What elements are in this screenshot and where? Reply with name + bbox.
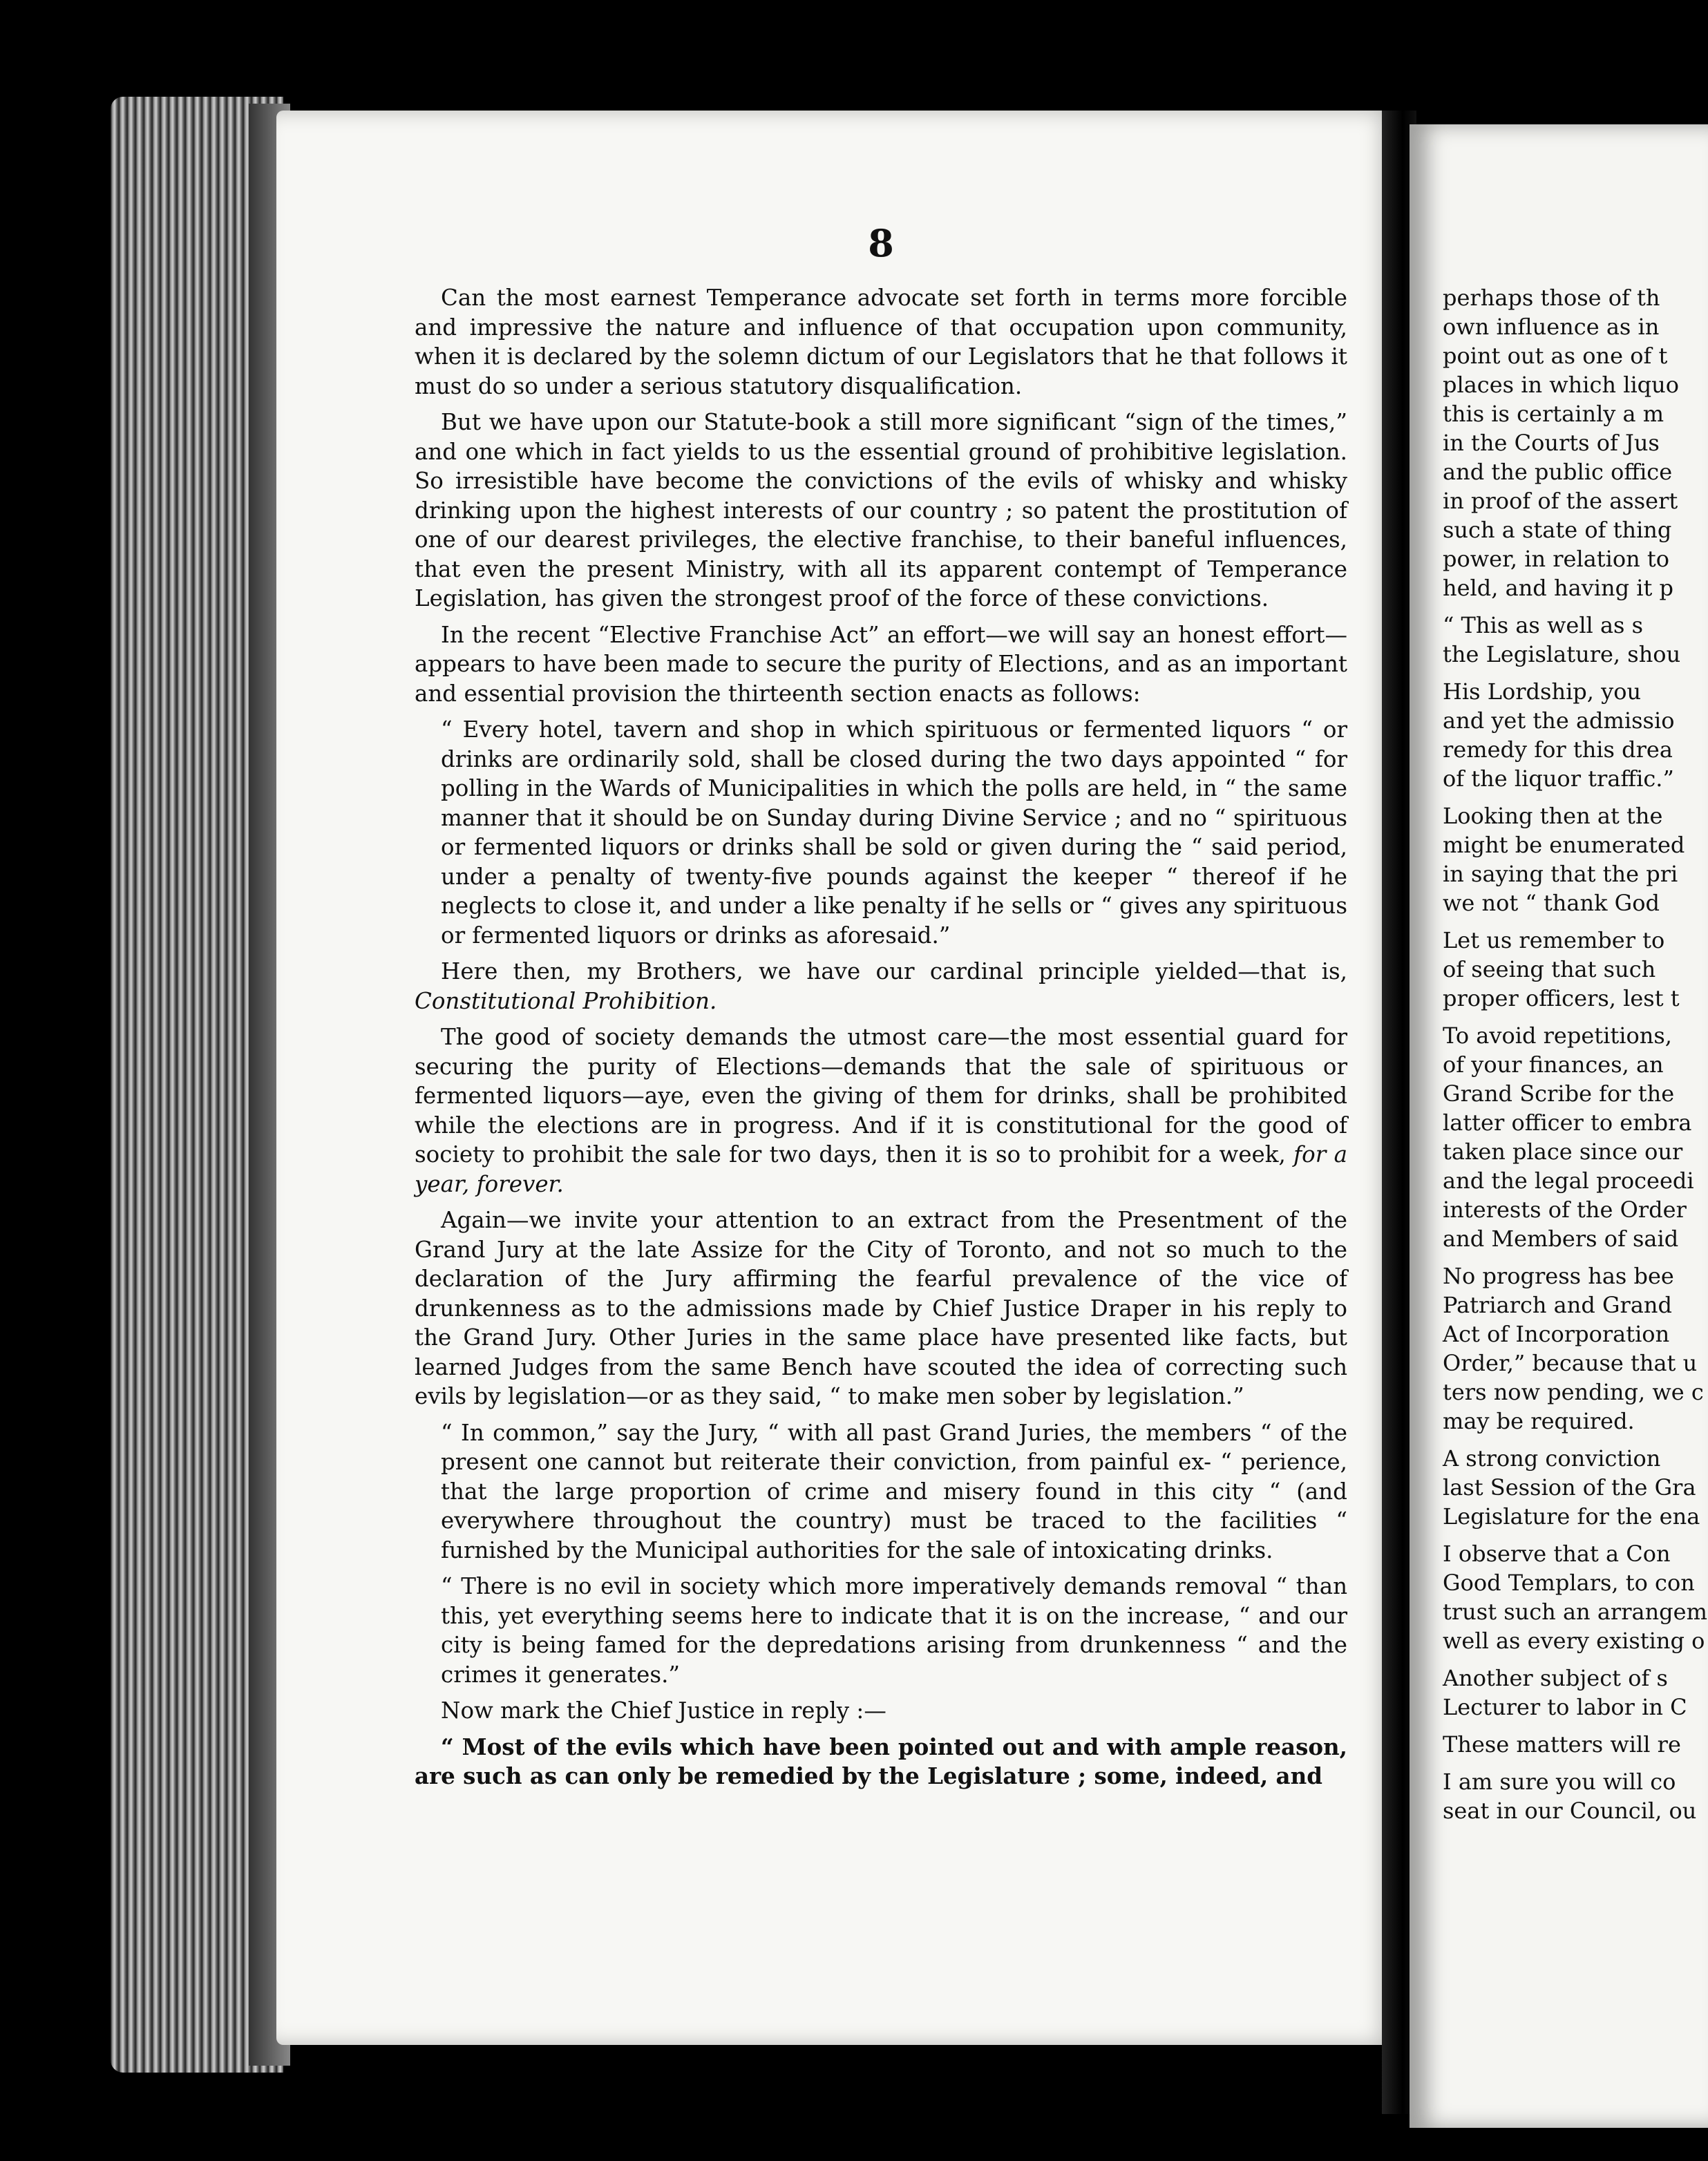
paragraph [415,715,1347,950]
paragraph [415,1022,1347,1199]
text-line: These matters will re [1443,1731,1681,1758]
text-line: and Members of said [1443,1226,1679,1252]
text-line: To avoid repetitions, [1443,1022,1672,1049]
text-line: Act of Incorporation [1443,1321,1670,1347]
paragraph [415,620,1347,709]
text-line: well as every existing o [1443,1628,1705,1654]
right-paragraph [1443,926,1708,1013]
text-line: trust such an arrangem [1443,1599,1707,1625]
paragraph-text: “ In common,” say the Jury, “ with all past Grand Juries, the members “ of the present one cannot but reiterate their conviction, from painful ex- “ perience, that the large proportion of crime and misery found in this city “ (and everywhere throughout the country) must be traced to the facilities “ furnished by the Municipal authorities for the sale of intoxicating drinks. [441,1419,1347,1563]
text-line: point out as one of t [1443,343,1668,369]
text-line: Patriarch and Grand [1443,1292,1673,1318]
right-paragraph [1443,1262,1708,1436]
right-paragraph [1443,677,1708,793]
paragraph-text: But we have upon our Statute-book a still more significant “sign of the times,” and one which in fact yields to us the essential ground of prohibitive legislation. So irresistible have become the convictions of the evils of whisky and whisky drinking upon the highest interests of our country ; so patent the prostitution of one of our dearest privileges, the elective franchise, to their baneful influences, that even the present Ministry, with all its apparent contempt of Temperance Legislation, has given the strongest proof of the force of these convictions. [415,409,1347,611]
paragraph-text: Here then, my Brothers, we have our cardinal principle yielded—that is, [441,958,1347,984]
emphasis-text: for a year, forever. [415,1141,1347,1197]
text-line: of the liquor traffic.” [1443,765,1674,792]
right-paragraph [1443,1664,1708,1722]
text-line: A strong conviction [1443,1445,1661,1472]
text-line: held, and having it p [1443,575,1673,601]
text-line: No progress has bee [1443,1263,1674,1289]
paragraph-text: Again—we invite your attention to an extract from the Presentment of the Grand Jury at the late Assize for the City of Toronto, and not so much to the declaration of the Jury affirming the fearful prevalence of the vice of drunkenness as to the admissions made by Chief Justice Draper in his reply to the Grand Jury. Other Juries in the same place have presented like facts, but learned Judges from the same Bench have scouted the idea of correcting such evils by legislation—or as they said, “ to make men sober by legislation.” [415,1207,1347,1409]
text-line: Grand Scribe for the [1443,1080,1675,1107]
text-line: Good Templars, to con [1443,1570,1695,1596]
text-line: perhaps those of th [1443,285,1660,311]
right-paragraph [1443,1767,1708,1825]
text-line: places in which liquo [1443,372,1680,398]
text-line: in the Courts of Jus [1443,430,1660,456]
right-paragraph [1443,1539,1708,1655]
right-page [1410,124,1708,2128]
text-line: may be required. [1443,1408,1635,1434]
text-line: and the public office [1443,459,1673,485]
paragraph [415,957,1347,1016]
paragraph-text: Now mark the Chief Justice in reply :— [441,1697,886,1724]
text-line: in proof of the assert [1443,488,1678,514]
text-line: Order,” because that u [1443,1350,1698,1376]
text-line: latter officer to embra [1443,1110,1692,1136]
text-line: Let us remember to [1443,927,1665,953]
text-line: we not “ thank God [1443,890,1660,916]
right-page-text [1443,283,1708,1834]
text-line: taken place since our [1443,1139,1683,1165]
right-paragraph [1443,1730,1708,1759]
text-line: last Session of the Gra [1443,1474,1696,1501]
text-line: seat in our Council, ou [1443,1798,1697,1824]
text-line: might be enumerated [1443,832,1685,858]
text-line: “ This as well as s [1443,612,1644,638]
text-line: I am sure you will co [1443,1769,1676,1795]
paragraph-text: In the recent “Elective Franchise Act” an effort—we will say an honest effort—appears to have been made to secure the purity of Elections, and as an important and essential provision the thirteenth section enacts as follows: [415,621,1347,707]
paragraph [415,1572,1347,1689]
paragraph [415,1206,1347,1411]
right-paragraph [1443,1444,1708,1531]
text-line: the Legislature, shou [1443,641,1681,667]
paragraph-text: Can the most earnest Temperance advocate set forth in terms more forcible and impressive the nature and influence of that occupation upon community, when it is declared by the solemn dictum of our Legislators that he that follows it must do so under a serious statutory disqualification. [415,285,1347,399]
text-line: and yet the admissio [1443,707,1675,734]
paragraph [415,408,1347,613]
text-line: remedy for this drea [1443,736,1673,763]
text-line: Lecturer to labor in C [1443,1694,1687,1720]
text-line: proper officers, lest t [1443,985,1680,1011]
text-line: this is certainly a m [1443,401,1664,427]
text-line: such a state of thing [1443,517,1672,543]
text-line: power, in relation to [1443,546,1670,572]
text-line: ters now pending, we c [1443,1379,1704,1405]
text-line: own influence as in [1443,314,1660,340]
text-line: and the legal proceedi [1443,1168,1694,1194]
right-paragraph [1443,801,1708,917]
text-line: interests of the Order [1443,1197,1687,1223]
text-line: in saying that the pri [1443,861,1678,887]
paragraph [415,283,1347,401]
right-paragraph [1443,283,1708,602]
paragraph-text: “ Most of the evils which have been pointed out and with ample reason, are such as can only be remedied by the Legislature ; some, indeed, and [415,1733,1347,1789]
paragraph [415,1696,1347,1726]
paragraph-text: “ There is no evil in society which more imperatively demands removal “ than this, yet everything seems here to indicate that it is on the increase, “ and our city is being famed for the depredations arising from drunkenness “ and the crimes it generates.” [441,1573,1347,1688]
paragraph-text: The good of society demands the utmost care—the most essential guard for securing the purity of Elections—demands that the sale of spirituous or fermented liquors—aye, even the giving of them for drinks, shall be prohibited while the elections are in progress. And if it is constitutional for the good of society to prohibit the sale for two days, then it is so to prohibit for a week, [415,1024,1347,1168]
text-line: His Lordship, you [1443,678,1642,705]
right-paragraph [1443,1021,1708,1253]
text-line: Another subject of s [1443,1665,1668,1691]
left-page-text [415,283,1347,1798]
paragraph [415,1418,1347,1565]
paragraph [415,1733,1347,1791]
right-paragraph [1443,611,1708,669]
text-line: of seeing that such [1443,956,1656,982]
emphasis-text: Constitutional Prohibition. [415,987,717,1014]
text-line: of your finances, an [1443,1051,1664,1078]
text-line: Legislature for the ena [1443,1503,1700,1530]
text-line: Looking then at the [1443,803,1663,829]
page-number: 8 [868,221,894,265]
paragraph-text: “ Every hotel, tavern and shop in which spirituous or fermented liquors “ or drinks are ordinarily sold, shall be closed during the two days appointed “ for polling in the Wards of Municipalities in which the polls are held, in “ the same manner that it should be on Sunday during Divine Service ; and no “ spirituous or fermented liquors or drinks shall be sold or given during the “ said period, under a penalty of twenty-five pounds against the keeper “ thereof if he neglects to close it, and under a like penalty if he sells or “ gives any spirituous or fermented liquors or drinks as aforesaid.” [441,716,1347,949]
text-line: I observe that a Con [1443,1541,1671,1567]
